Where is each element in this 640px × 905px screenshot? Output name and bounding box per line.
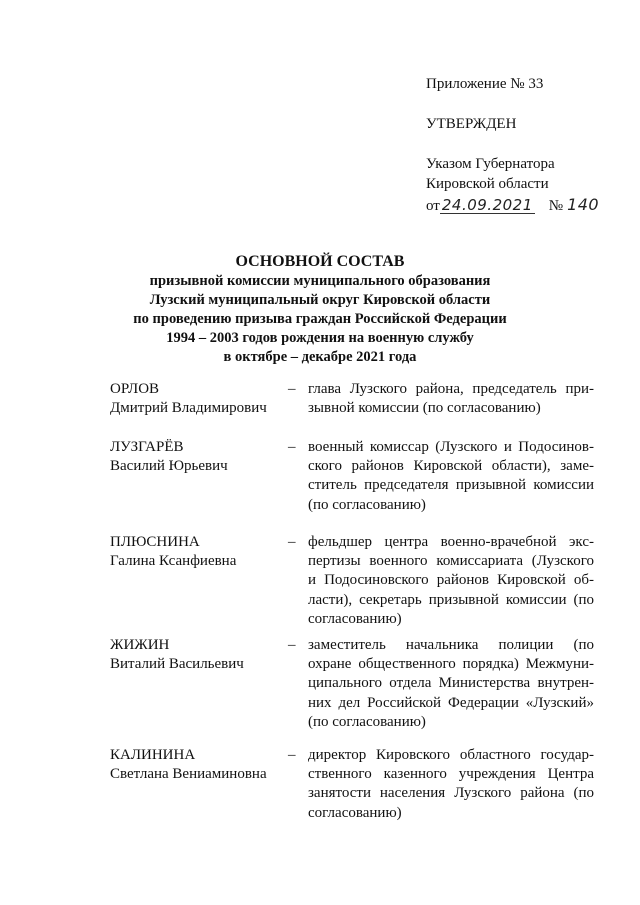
member-name: [110, 380, 280, 418]
member-role: [308, 380, 594, 418]
member-surname: ЖИЖИН: [110, 637, 170, 653]
role-line: ципального отдела Министерства внутрен-: [308, 675, 594, 692]
member-given-names: Виталий Васильевич: [110, 656, 244, 673]
role-line: фельдшер центра военно-врачебной экс-: [308, 534, 594, 550]
decree-line-2: Кировской области: [426, 176, 549, 192]
role-line: занятости населения Лузского района (по: [308, 785, 594, 802]
member-role: [308, 438, 594, 515]
member-role: [308, 636, 594, 732]
member-role: [308, 746, 594, 823]
document-title: [60, 252, 580, 367]
role-line: охране общественного порядка) Межмуни-: [308, 656, 594, 673]
approval-stamp-block: [426, 74, 626, 216]
dash: –: [288, 534, 296, 550]
role-line: глава Лузского района, председатель при-: [308, 381, 594, 397]
date-prefix: от: [426, 198, 440, 214]
role-line: директор Кировского областного государ-: [308, 747, 594, 763]
handwritten-number: 140: [567, 195, 600, 214]
member-surname: КАЛИНИНА: [110, 747, 196, 763]
title-line: в октябре – декабре 2021 года: [223, 349, 417, 365]
role-line: ститель председателя призывной комиссии: [308, 477, 594, 494]
member-name: [110, 636, 280, 674]
member-given-names: Василий Юрьевич: [110, 458, 228, 475]
role-line: согласованию): [308, 804, 402, 821]
title-line: по проведению призыва граждан Российской Федерации: [133, 311, 507, 327]
role-line: зывной комиссии (по согласованию): [308, 400, 541, 417]
member-role: [308, 533, 594, 629]
role-line: пертизы военного комиссариата (Лузского: [308, 553, 594, 570]
member-name: [110, 746, 280, 784]
dash: –: [288, 747, 296, 763]
decree-line-1: Указом Губернатора: [426, 156, 555, 172]
role-line: них дел Российской Федерации «Лузский»: [308, 694, 594, 711]
member-surname: ОРЛОВ: [110, 381, 160, 397]
role-line: заместитель начальника полиции (по: [308, 637, 594, 653]
title-main: ОСНОВНОЙ СОСТАВ: [235, 253, 405, 270]
member-name: [110, 533, 280, 571]
role-line: ственного казенного учреждения Центра: [308, 766, 594, 783]
title-line: Лузский муниципальный округ Кировской области: [149, 292, 491, 308]
role-line: (по согласованию): [308, 496, 426, 513]
appendix-number: Приложение № 33: [426, 76, 544, 92]
dash: –: [288, 637, 296, 653]
role-line: военный комиссар (Лузского и Подосинов-: [308, 439, 594, 455]
member-name: [110, 438, 280, 476]
member-given-names: Дмитрий Владимирович: [110, 400, 267, 417]
member-given-names: Галина Ксанфиевна: [110, 553, 237, 570]
dash: –: [288, 381, 296, 397]
role-line: (по согласованию): [308, 713, 426, 730]
approved-label: УТВЕРЖДЕН: [426, 116, 517, 132]
title-line: 1994 – 2003 годов рождения на военную службу: [166, 330, 474, 346]
decree-date-number-row: [426, 195, 626, 216]
member-surname: ПЛЮСНИНА: [110, 534, 200, 550]
member-given-names: Светлана Вениаминовна: [110, 766, 267, 783]
dash: –: [288, 439, 296, 455]
role-line: согласованию): [308, 610, 402, 627]
role-line: ласти), секретарь призывной комиссии (по: [308, 591, 594, 608]
handwritten-date: 24.09.2021: [441, 196, 533, 214]
role-line: ского районов Кировской области), заме-: [308, 458, 594, 475]
role-line: и Подосиновского районов Кировской об-: [308, 572, 594, 589]
member-surname: ЛУЗГАРЁВ: [110, 439, 184, 455]
number-prefix: №: [548, 198, 564, 214]
title-line: призывной комиссии муниципального образования: [149, 273, 491, 289]
